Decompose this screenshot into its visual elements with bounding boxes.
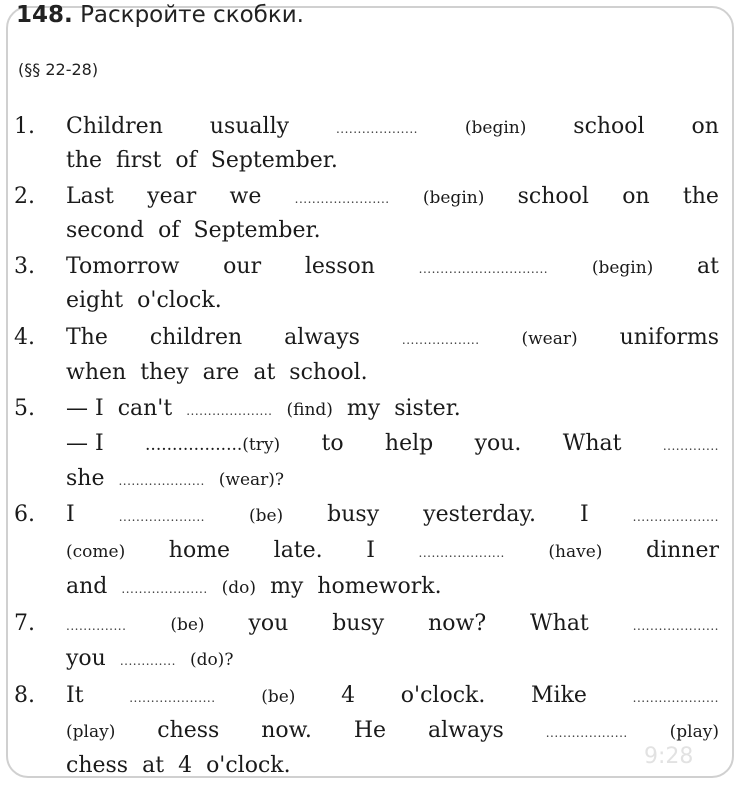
answer-blank: .................... [118, 510, 205, 524]
answer-blank: ................... [545, 726, 628, 740]
answer-blank: .................... [632, 691, 719, 705]
text-line: .............. (be) you busy now? What .................... [66, 607, 719, 641]
text-line: and .................... (do) my homework. [66, 570, 719, 604]
answer-blank: .................. [401, 333, 480, 347]
item-number: 5. [14, 396, 35, 421]
answer-blank: ...................... [294, 192, 390, 206]
answer-blank: .................... [129, 691, 216, 705]
text-line: when they are at school. [66, 360, 368, 385]
answer-blank: .............. [66, 619, 127, 633]
text-line: Last year we ...................... (begin) school on the [66, 180, 719, 214]
exercise-header [16, 2, 304, 28]
answer-blank: ..................(try) [145, 435, 281, 455]
answer-blank: .................... [186, 404, 273, 418]
grammar-reference: (§§ 22-28) [18, 60, 99, 79]
item-number: 2. [14, 184, 35, 209]
text-line: (play) chess now. He always ................... (play) [66, 714, 719, 748]
text-line: — I ..................(try) to help you. What ............. [66, 427, 719, 461]
answer-blank: .................... [121, 582, 208, 596]
item-number: 7. [14, 611, 35, 636]
exercise-title: Раскройте скобки. [80, 2, 304, 28]
answer-blank: .................... [418, 546, 505, 560]
text-line: — I can't .................... (find) my sister. [66, 392, 719, 426]
item-number: 8. [14, 683, 35, 708]
text-line: she .................... (wear)? [66, 462, 719, 496]
answer-blank: .................... [632, 510, 719, 524]
text-line: chess at 4 o'clock. [66, 753, 291, 778]
exercise-number: 148. [16, 2, 73, 28]
item-number: 1. [14, 114, 35, 139]
text-line: you ............. (do)? [66, 642, 719, 676]
item-number: 6. [14, 502, 35, 527]
text-line: the first of September. [66, 148, 338, 173]
text-line: second of September. [66, 218, 321, 243]
answer-blank: .................... [118, 474, 205, 488]
text-line: The children always .................. (wear) uniforms [66, 321, 719, 355]
answer-blank: .................... [632, 619, 719, 633]
overlay-time: 9:28 [644, 744, 694, 769]
text-line: (come) home late. I .................... (have) dinner [66, 534, 719, 568]
text-line: eight o'clock. [66, 288, 222, 313]
text-line: Tomorrow our lesson .............................. (begin) at [66, 250, 719, 284]
answer-blank: ............. [662, 439, 719, 453]
answer-blank: ................... [335, 122, 418, 136]
item-number: 4. [14, 325, 35, 350]
text-line: It .................... (be) 4 o'clock. Mike .................... [66, 679, 719, 713]
item-number: 3. [14, 254, 35, 279]
answer-blank: ............. [119, 654, 176, 668]
answer-blank: .............................. [418, 262, 549, 276]
text-line: I .................... (be) busy yesterday. I .................... [66, 498, 719, 532]
text-line: Children usually ................... (begin) school on [66, 110, 719, 144]
